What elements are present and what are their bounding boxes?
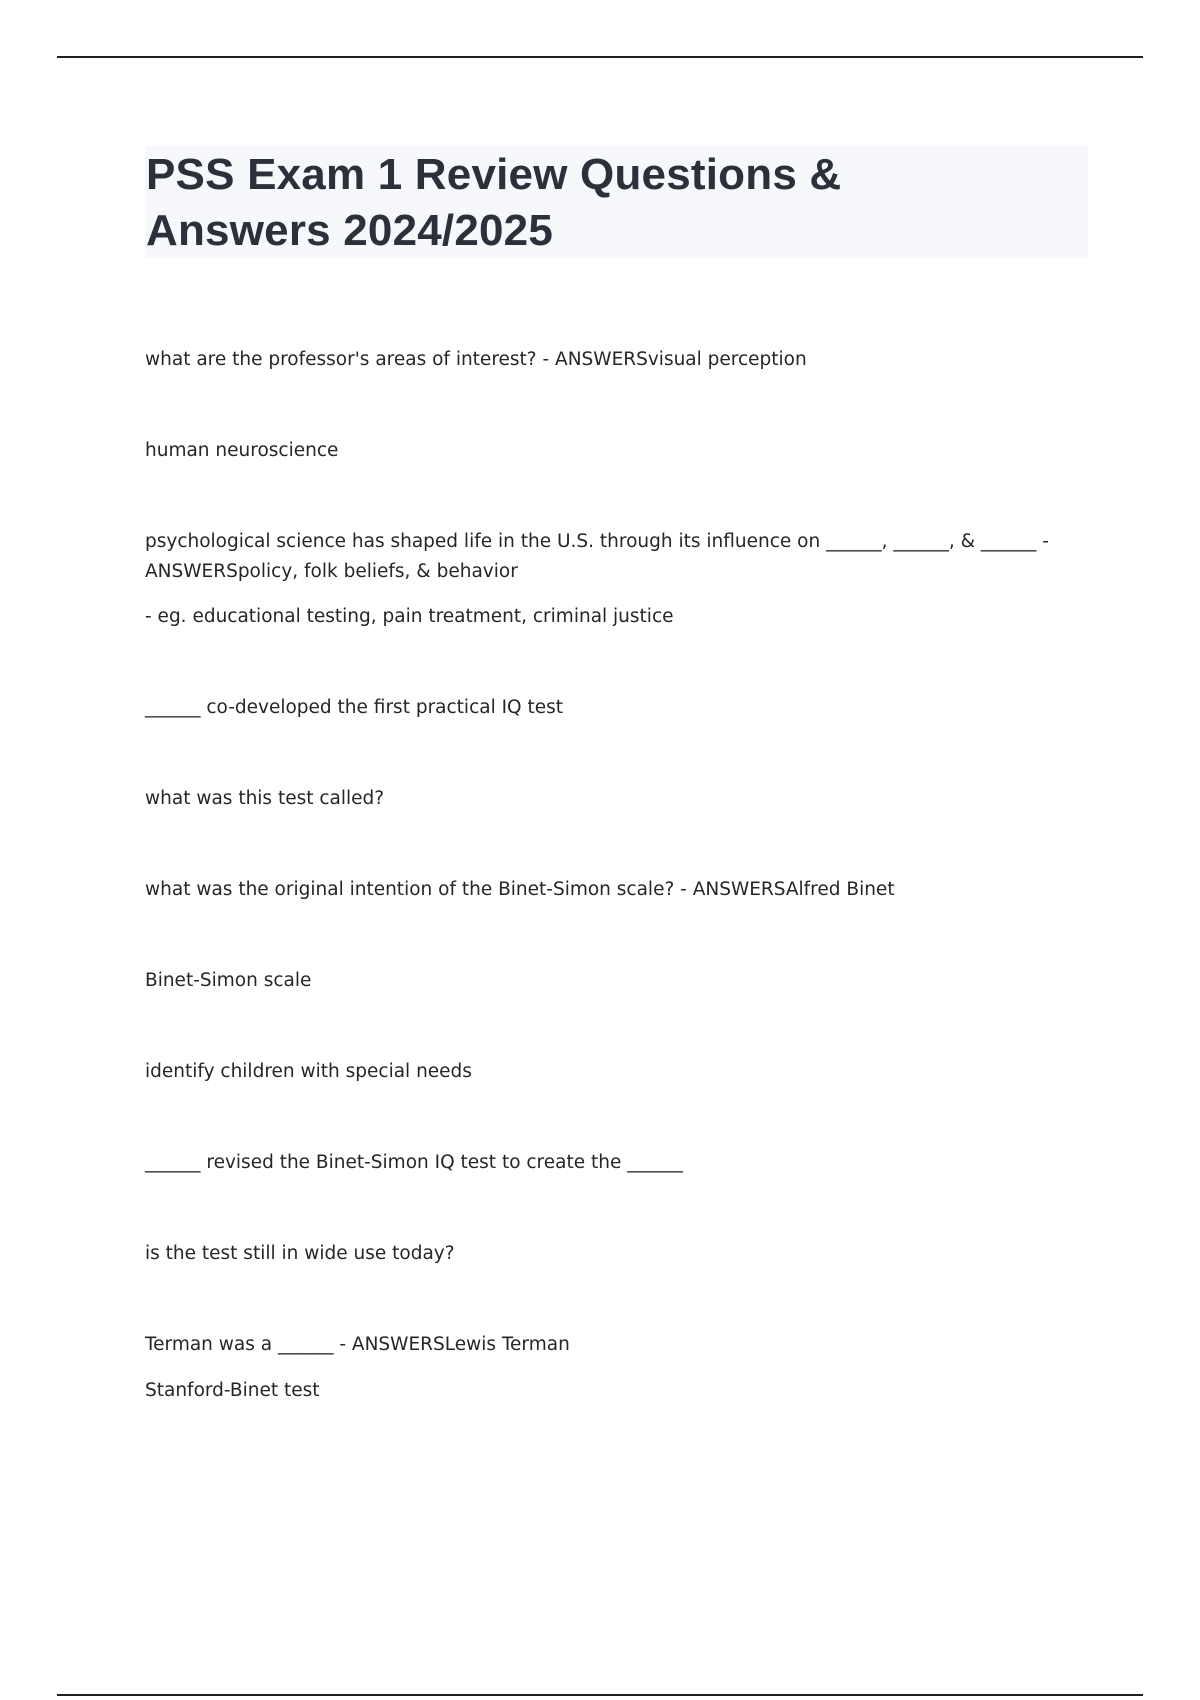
footer-rule	[57, 1694, 1143, 1696]
qa-line: human neuroscience	[145, 440, 339, 461]
qa-line: what was the original intention of the Binet-Simon scale? - ANSWERSAlfred Binet	[145, 879, 895, 900]
qa-line: ANSWERSpolicy, folk beliefs, & behavior	[145, 561, 518, 582]
qa-line: Binet-Simon scale	[145, 970, 312, 991]
qa-line: what was this test called?	[145, 788, 385, 809]
qa-line: Terman was a ______ - ANSWERSLewis Terman	[145, 1334, 570, 1355]
qa-line: - eg. educational testing, pain treatment, criminal justice	[145, 606, 674, 627]
qa-line: psychological science has shaped life in the U.S. through its influence on ______, ______, & ______ -	[145, 531, 1049, 552]
qa-line: what are the professor's areas of interest? - ANSWERSvisual perception	[145, 349, 807, 370]
qa-line: Stanford-Binet test	[145, 1380, 320, 1401]
qa-line: identify children with special needs	[145, 1061, 472, 1082]
title-line-2: Answers 2024/2025	[146, 206, 554, 255]
qa-line: ______ revised the Binet-Simon IQ test to create the ______	[145, 1152, 683, 1173]
qa-line: ______ co-developed the first practical IQ test	[145, 697, 564, 718]
header-rule	[57, 56, 1143, 58]
qa-line: is the test still in wide use today?	[145, 1243, 455, 1264]
document-title	[146, 147, 1046, 259]
title-line-1: PSS Exam 1 Review Questions &	[146, 150, 842, 199]
